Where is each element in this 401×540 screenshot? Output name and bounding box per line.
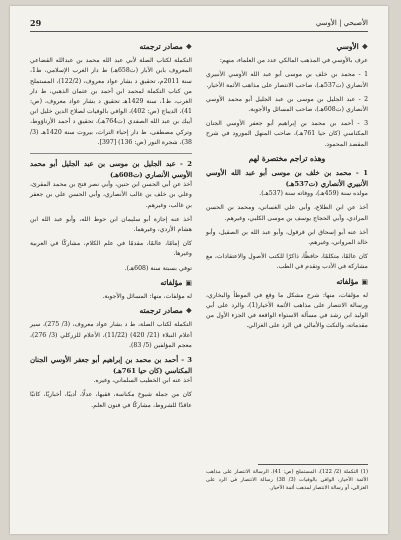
bullet-icon: ❖ [185, 306, 192, 316]
left-column [30, 40, 192, 415]
footnote-rule [258, 464, 368, 465]
sources-paragraph-2: التكملة لكتاب الصلة، ط د بشار عواد معروف، (3/ 275)، سير أعلام النبلاء (21/ 420) (11/22)، الأعلام للزركلي (3/ 276)، معجم المؤلفين (5/ 83). [30, 321, 192, 349]
footnotes [206, 468, 368, 495]
works-heading-2: ▣مؤلفاته [160, 277, 192, 287]
sources-heading-1: ❖مصادر ترجمته [139, 42, 192, 51]
entry-1-students: أخذ عنه أبو إسحاق ابن قرقول، وأبو عبد الله بن الصقيل، وأبو خالد المرواني، وغيرهم. [206, 228, 368, 247]
entry-2-death: توفي بسبتة سنة (608هـ). [124, 264, 192, 272]
works-paragraph-1: له مؤلفات، منها: شرح مشكل ما وقع في الموطأ والبخاري، ورسالة الانتصار على مذاهب الأئمة الأخيار(1)، والرد على أبي الوليد ابن رشد في مسألة الاستواء الواقعة في الجزء الأول من مقدماته، والنكت والأمالي في الرد على الغزالي. [206, 291, 368, 330]
intro-paragraph: عرف بالأوسي في المذهب المالكي عدد من العلماء، منهم: [219, 57, 368, 65]
book-icon: ▣ [185, 277, 192, 287]
list-item-2: 2 - عبد الجليل بن موسى بن عبد الجليل أبو محمد الأوسي الأنصاري (ت608هـ)، صاحب المسائل والأجوبة. [206, 95, 368, 114]
sources-paragraph-1: التكملة لكتاب الصلة لأبي عبد الله محمد بن عبدالله القضاعي المعروف بابن الأبار (ت658هـ) ط دار الغرب الإسلامي، ط1، سنة 2011م، تحقيق د بشار عواد معروف، (122/2)، المستملح من كتاب التكملة لمحمد ابن أحمد بن عثمان الذهبي، ط دار الغرب، ط1، سنة 1429هـ تحقيق د بشار عواد معروف، (ص: 41)، الديباج (ص: 402)، الوافي بالوفيات لصلاح الدين خليل ابن أيبك بن عبد الله الصفدي (ت764هـ)، تحقيق د أحمد الأرناؤوط، وتركي مصطفى، ط دار إحياء التراث، بيروت سنة 1420هـ (3/ 38)، شجرة النور (ص: 136) [397]. [30, 57, 192, 146]
entry-1-title: 1 - محمد بن خلف بن موسى أبو عبد الله الأوسي الأنبيري الأنصاري (ت537هـ) [206, 169, 368, 188]
page-number: 29 [30, 18, 42, 28]
bullet-icon: ❖ [185, 42, 192, 51]
bullet-icon: ❖ [361, 42, 368, 51]
entry-3-description: كان من جملة شيوخ مكناسة، فقيها، عدلًا، أديبًا، أخباريًا، كاتبًا عاقدًا للشروط، مشاركًا في فنون العلم. [30, 391, 192, 409]
entry-2-students: أخذ عنه إجازة أبو سليمان ابن حوط الله، وأبو عبد الله ابن هشام الأزدي، وغيرهما. [30, 215, 192, 234]
list-item-3: 3 - أحمد بن محمد بن إبراهيم أبو جعفر الأوسي الجنان المكناسي (كان حيا 761هـ)، صاحب المنهل المورود في شرح المقصد المحمود. [206, 120, 369, 148]
entry-1-description: كان عالمًا، متكلمًا، حافظًا، ذاكرًا للكتب الأصول والاعتقادات، مع مشاركة في الأدب وتقدم في الطب. [206, 253, 368, 271]
book-icon: ▣ [361, 276, 368, 286]
document-page [10, 6, 388, 534]
entry-2-title: 2 - عبد الجليل بن موسى بن عبد الجليل أبو محمد الأوسي الأنصاري (ت608هـ) [30, 160, 192, 179]
entry-1-birth-death: مولده سنة (459هـ)، ووفاته سنة (537هـ). [259, 190, 368, 198]
entry-3-students: أخذ عنه ابن الخطيب السلماني، وغيره. [93, 377, 192, 385]
list-item-1: 1 - محمد بن خلف بن موسى أبو عبد الله الأوسي الأنبيري الأنصاري (ت537هـ)، صاحب الانتصار على مذاهب الأئمة الأخيار. [206, 71, 368, 89]
footnote-1: (1) التكملة (2/ 122)، المستملح (ص: 41). الرسالة الانتصار على مذاهب الأئمة الأخيار، الوافي بالوفيات (3/ 38) رسالة الانتصار في الرد على الغزالي، أو رسالة الانتصار لمذهب أئمة الأخيار. [206, 469, 369, 492]
page-header [30, 16, 368, 30]
entry-1-teachers: أخذ عن ابن الطلاع، وأبي علي الغساني، ومحمد بن الحسن المرادي، وأبي الحجاج يوسف بن موسى الكلبي، وغيرهم. [206, 204, 368, 222]
works-paragraph-2: له مؤلفات، منها: المسائل والأجوبة. [102, 293, 192, 301]
running-title: الأصبحي | الأوسي [315, 19, 368, 27]
works-heading-1: ▣مؤلفاته [336, 276, 368, 286]
header-rule [30, 31, 368, 32]
section-title-awsi: ❖الأوسي [336, 42, 368, 51]
sources-heading-2: ❖مصادر ترجمته [139, 306, 192, 316]
right-column [206, 40, 368, 336]
entry-2-description: كان إمامًا، عالمًا، مقدمًا في علم الكلام، مشاركًا في العربية وغيرها. [30, 240, 192, 258]
entry-2-teachers: أخذ عن أبي الحسن ابن حنين، وأبي نصر فتح بن محمد المقرئ، وعلي بن خلف بن غالب الأنصاري، وأبي الحسن علي بن جعفر بن غالب، وغيرهم. [30, 181, 192, 209]
section-divider [30, 153, 192, 154]
entry-3-title: 3 - أحمد بن محمد بن إبراهيم أبو جعفر الأوسي الجنان المكناسي (كان حيا 761هـ) [30, 356, 192, 375]
section-title-biographies: وهذه تراجم مختصرة لهم [248, 153, 326, 163]
